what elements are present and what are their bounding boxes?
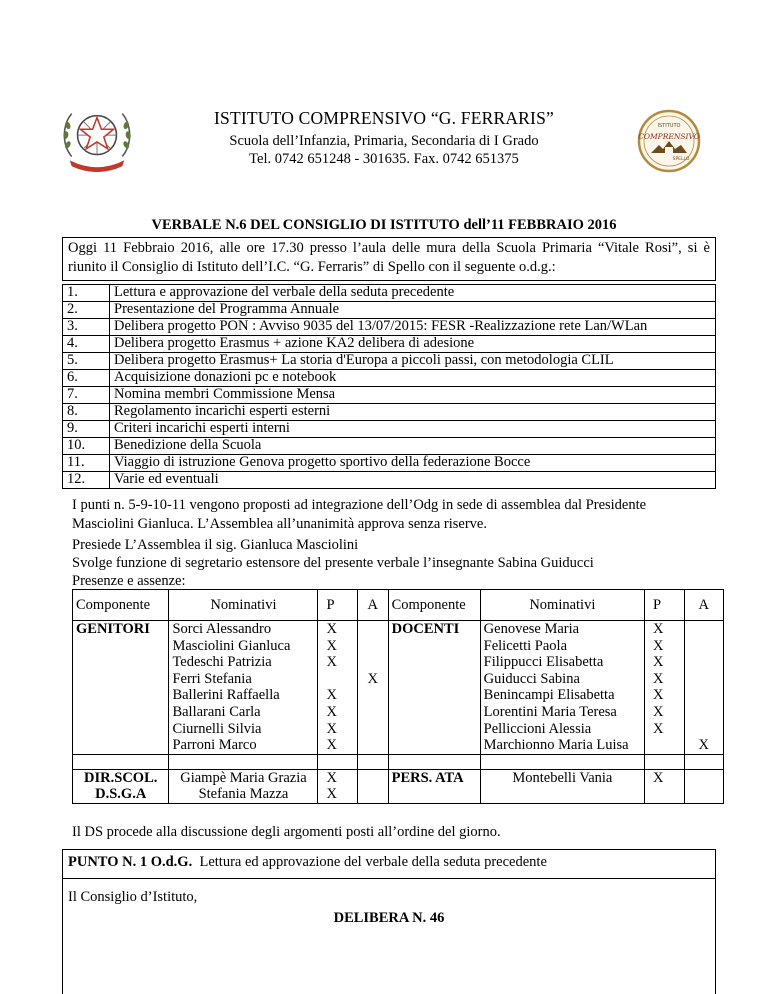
meeting-officers	[72, 536, 722, 590]
genitori-member-presence-mark: X	[326, 621, 337, 637]
points-note-line-2: Masciolini Gianluca. L’Assemblea all’unanimità approva senza riserve.	[72, 516, 487, 532]
docenti-presence	[645, 621, 684, 755]
agenda-item-number: 3.	[63, 319, 110, 336]
agenda-item-text: Viaggio di istruzione Genova progetto sportivo della federazione Bocce	[110, 455, 716, 472]
docenti-member-presence-mark: X	[653, 654, 664, 671]
delibera-title: DELIBERA N. 46	[333, 910, 445, 926]
genitori-member-absence-mark: X	[367, 670, 379, 687]
ata-label: PERS. ATA	[388, 769, 480, 803]
genitori-member-name: Tedeschi Patrizia	[172, 654, 272, 671]
docenti-member-name: Benincampi Elisabetta	[483, 687, 615, 704]
agenda-item	[63, 472, 716, 489]
docenti-member-absence-mark: X	[698, 737, 709, 754]
agenda-item-text: Lettura e approvazione del verbale della seduta precedente	[110, 285, 716, 302]
presence-table	[72, 589, 724, 804]
agenda-item-text: Regolamento incarichi esperti esterni	[110, 404, 716, 421]
genitori-member-absence-mark	[361, 737, 385, 754]
members-row	[73, 621, 724, 755]
docenti-member-presence-mark: X	[653, 621, 664, 637]
points-note-line-1: I punti n. 5-9-10-11 vengono proposti ad integrazione dell’Odg in sede di assemblea dal Presidente	[72, 497, 647, 513]
docenti-member-name: Marchionno Maria Luisa	[483, 737, 629, 754]
agenda-item-text: Varie ed eventuali	[110, 472, 716, 489]
genitori-label: GENITORI	[73, 621, 169, 755]
genitori-member-presence-mark: X	[326, 720, 337, 737]
agenda-item-number: 5.	[63, 353, 110, 370]
agenda-item	[63, 285, 716, 302]
presence-header-row	[73, 590, 724, 621]
genitori-member-absence-mark	[361, 621, 385, 638]
consiglio-line: Il Consiglio d’Istituto,	[68, 889, 198, 905]
docenti-member-presence-mark: X	[653, 687, 664, 704]
genitori-member-absence-mark	[361, 638, 385, 655]
agenda-item-number: 10.	[63, 438, 110, 455]
genitori-member-absence-mark	[361, 704, 385, 721]
header-names-2: Nominativi	[480, 590, 644, 621]
header-component-2: Componente	[388, 590, 480, 621]
agenda-item-number: 7.	[63, 387, 110, 404]
genitori-member-name: Masciolini Gianluca	[172, 637, 291, 654]
agenda-table	[62, 284, 716, 489]
docenti-member-absence-mark	[688, 721, 721, 738]
agenda-item	[63, 455, 716, 472]
genitori-presence	[318, 621, 357, 755]
dsga-label: D.S.G.A	[95, 786, 147, 803]
punto-1-header	[63, 850, 715, 879]
header-component: Componente	[73, 590, 169, 621]
docenti-member-name: Felicetti Paola	[483, 637, 568, 654]
agenda-item-number: 2.	[63, 302, 110, 319]
genitori-member-presence-mark: X	[326, 737, 337, 754]
intro-paragraph: Oggi 11 Febbraio 2016, alle ore 17.30 presso l’aula delle mura della Scuola Primaria “Vitale Rosi”, si è riunito il Consiglio di Istituto dell’I.C. “G. Ferraris” di Spello con il seguente o.d.g.:	[62, 237, 716, 281]
docenti-member-presence-mark: X	[653, 670, 664, 687]
docenti-absence	[684, 621, 724, 755]
punto-1-box	[62, 849, 716, 994]
dirscol-name: Giampè Maria Grazia	[180, 769, 307, 786]
logo-text-mid: COMPRENSIVO	[638, 132, 700, 141]
genitori-absence	[357, 621, 388, 755]
genitori-member-presence-mark: X	[326, 637, 337, 654]
genitori-member-name: Sorci Alessandro	[172, 621, 272, 637]
punto-1-text: Lettura ed approvazione del verbale della seduta precedente	[199, 854, 547, 870]
genitori-member-name: Ferri Stefania	[172, 670, 252, 687]
secretary-line: Svolge funzione di segretario estensore del presente verbale l’insegnante Sabina Guiducci	[72, 555, 594, 571]
agenda-item	[63, 370, 716, 387]
header-a: A	[357, 590, 388, 621]
agenda-item-number: 12.	[63, 472, 110, 489]
presides-line: Presiede L’Assemblea il sig. Gianluca Masciolini	[72, 537, 359, 553]
school-levels: Scuola dell’Infanzia, Primaria, Secondaria di I Grado	[229, 133, 539, 149]
agenda-item-number: 6.	[63, 370, 110, 387]
genitori-names	[169, 621, 318, 755]
docenti-member-name: Genovese Maria	[483, 621, 580, 637]
genitori-member-name: Ballarani Carla	[172, 703, 261, 720]
points-note	[72, 496, 722, 534]
genitori-member-absence-mark	[361, 721, 385, 738]
agenda-item	[63, 353, 716, 370]
istituto-comprensivo-spello-logo	[637, 109, 701, 173]
docenti-member-absence-mark	[688, 621, 721, 638]
dirscol-label: DIR.SCOL.	[84, 769, 158, 786]
genitori-member-presence-mark: X	[326, 687, 337, 704]
docenti-member-name: Lorentini Maria Teresa	[483, 703, 617, 720]
docenti-member-presence-mark: X	[653, 637, 664, 654]
ds-note: Il DS procede alla discussione degli argomenti posti all’ordine del giorno.	[72, 824, 501, 840]
header-p-2: P	[645, 590, 684, 621]
logo-text-bottom: SPELLO	[672, 157, 690, 162]
agenda-item-text: Acquisizione donazioni pc e notebook	[110, 370, 716, 387]
dirscol-p: X	[326, 769, 337, 786]
spacer-row	[73, 754, 724, 769]
logo-text-top: ISTITUTO	[657, 123, 681, 129]
docenti-names	[480, 621, 644, 755]
ata-p: X	[645, 769, 684, 803]
agenda-item	[63, 438, 716, 455]
agenda-item	[63, 387, 716, 404]
genitori-member-presence-mark	[326, 671, 353, 688]
presence-label: Presenze e assenze:	[72, 573, 186, 589]
docenti-member-presence-mark: X	[653, 703, 664, 720]
agenda-item-text: Criteri incarichi esperti interni	[110, 421, 716, 438]
agenda-item-number: 4.	[63, 336, 110, 353]
genitori-member-name: Ballerini Raffaella	[172, 687, 280, 704]
staff-presence	[318, 769, 357, 803]
agenda-item-text: Benedizione della Scuola	[110, 438, 716, 455]
genitori-member-absence-mark	[361, 687, 385, 704]
agenda-item	[63, 302, 716, 319]
dsga-name: Stefania Mazza	[198, 786, 289, 803]
genitori-member-absence-mark	[361, 654, 385, 671]
docenti-member-absence-mark	[688, 671, 721, 688]
docenti-member-absence-mark	[688, 638, 721, 655]
docenti-member-absence-mark	[688, 687, 721, 704]
agenda-item	[63, 421, 716, 438]
staff-row	[73, 769, 724, 803]
agenda-item-text: Presentazione del Programma Annuale	[110, 302, 716, 319]
docenti-member-absence-mark	[688, 704, 721, 721]
agenda-item-number: 11.	[63, 455, 110, 472]
genitori-member-name: Parroni Marco	[172, 737, 257, 754]
agenda-item-text: Nomina membri Commissione Mensa	[110, 387, 716, 404]
agenda-item-number: 1.	[63, 285, 110, 302]
docenti-member-presence-mark: X	[653, 720, 664, 737]
punto-1-label: PUNTO N. 1 O.d.G.	[68, 854, 193, 870]
agenda-item	[63, 336, 716, 353]
agenda-item-number: 9.	[63, 421, 110, 438]
docenti-member-name: Guiducci Sabina	[483, 670, 580, 687]
header-a-2: A	[684, 590, 724, 621]
agenda-item	[63, 404, 716, 421]
agenda-item-text: Delibera progetto PON : Avviso 9035 del 13/07/2015: FESR -Realizzazione rete Lan/WLan	[110, 319, 716, 336]
genitori-member-presence-mark: X	[326, 654, 337, 671]
docenti-label: DOCENTI	[388, 621, 480, 755]
agenda-item-number: 8.	[63, 404, 110, 421]
ata-name: Montebelli Vania	[480, 769, 644, 803]
dsga-p: X	[326, 786, 337, 803]
staff-labels	[73, 769, 169, 803]
verbale-title: VERBALE N.6 DEL CONSIGLIO DI ISTITUTO dell’11 FEBBRAIO 2016	[151, 217, 617, 233]
header-names: Nominativi	[169, 590, 318, 621]
school-contacts: Tel. 0742 651248 - 301635. Fax. 0742 651375	[249, 151, 519, 167]
docenti-member-name: Filippucci Elisabetta	[483, 654, 604, 671]
header-p: P	[318, 590, 357, 621]
docenti-member-presence-mark	[653, 737, 680, 754]
genitori-member-presence-mark: X	[326, 703, 337, 720]
genitori-member-name: Ciurnelli Silvia	[172, 720, 262, 737]
staff-names	[169, 769, 318, 803]
agenda-item-text: Delibera progetto Erasmus+ La storia d'Europa a piccoli passi, con metodologia CLIL	[110, 353, 716, 370]
docenti-member-name: Pelliccioni Alessia	[483, 720, 592, 737]
agenda-item-text: Delibera progetto Erasmus + azione KA2 delibera di adesione	[110, 336, 716, 353]
agenda-item	[63, 319, 716, 336]
docenti-member-absence-mark	[688, 654, 721, 671]
school-name: ISTITUTO COMPRENSIVO “G. FERRARIS”	[214, 108, 554, 128]
